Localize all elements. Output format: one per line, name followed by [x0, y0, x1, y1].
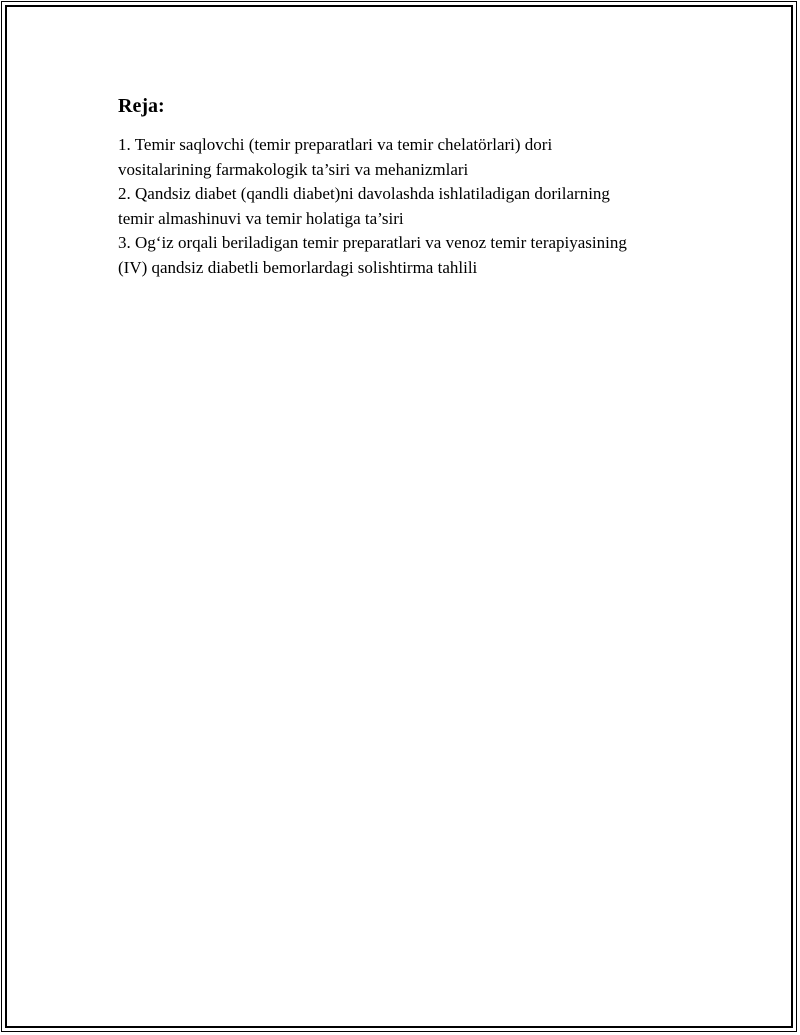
plan-item-3-line-1	[118, 231, 688, 256]
plan-heading: Reja:	[118, 95, 165, 117]
plan-item-3	[118, 231, 688, 280]
plan-item-text: Og‘iz orqali beriladigan temir preparatlari va venoz temir terapiyasining	[135, 233, 627, 252]
document-content	[118, 93, 688, 280]
plan-item-number: 3.	[118, 233, 131, 252]
plan-item-3-line-2: (IV) qandsiz diabetli bemorlardagi solishtirma tahlili	[118, 257, 478, 277]
plan-item-2-line-1	[118, 182, 688, 207]
plan-list	[118, 133, 688, 280]
plan-item-text: Temir saqlovchi (temir preparatlari va temir chelatörlari) dori	[134, 135, 553, 154]
plan-item-text: Qandsiz diabet (qandli diabet)ni davolashda ishlatiladigan dorilarning	[135, 184, 610, 203]
plan-item-1	[118, 133, 688, 182]
plan-item-number: 2.	[118, 184, 131, 203]
plan-item-number: 1.	[118, 135, 131, 154]
plan-item-2-line-2: temir almashinuvi va temir holatiga ta’siri	[118, 208, 404, 228]
plan-item-2	[118, 182, 688, 231]
plan-item-1-line-2: vositalarining farmakologik ta’siri va mehanizmlari	[118, 159, 469, 179]
plan-item-1-line-1	[118, 133, 688, 158]
